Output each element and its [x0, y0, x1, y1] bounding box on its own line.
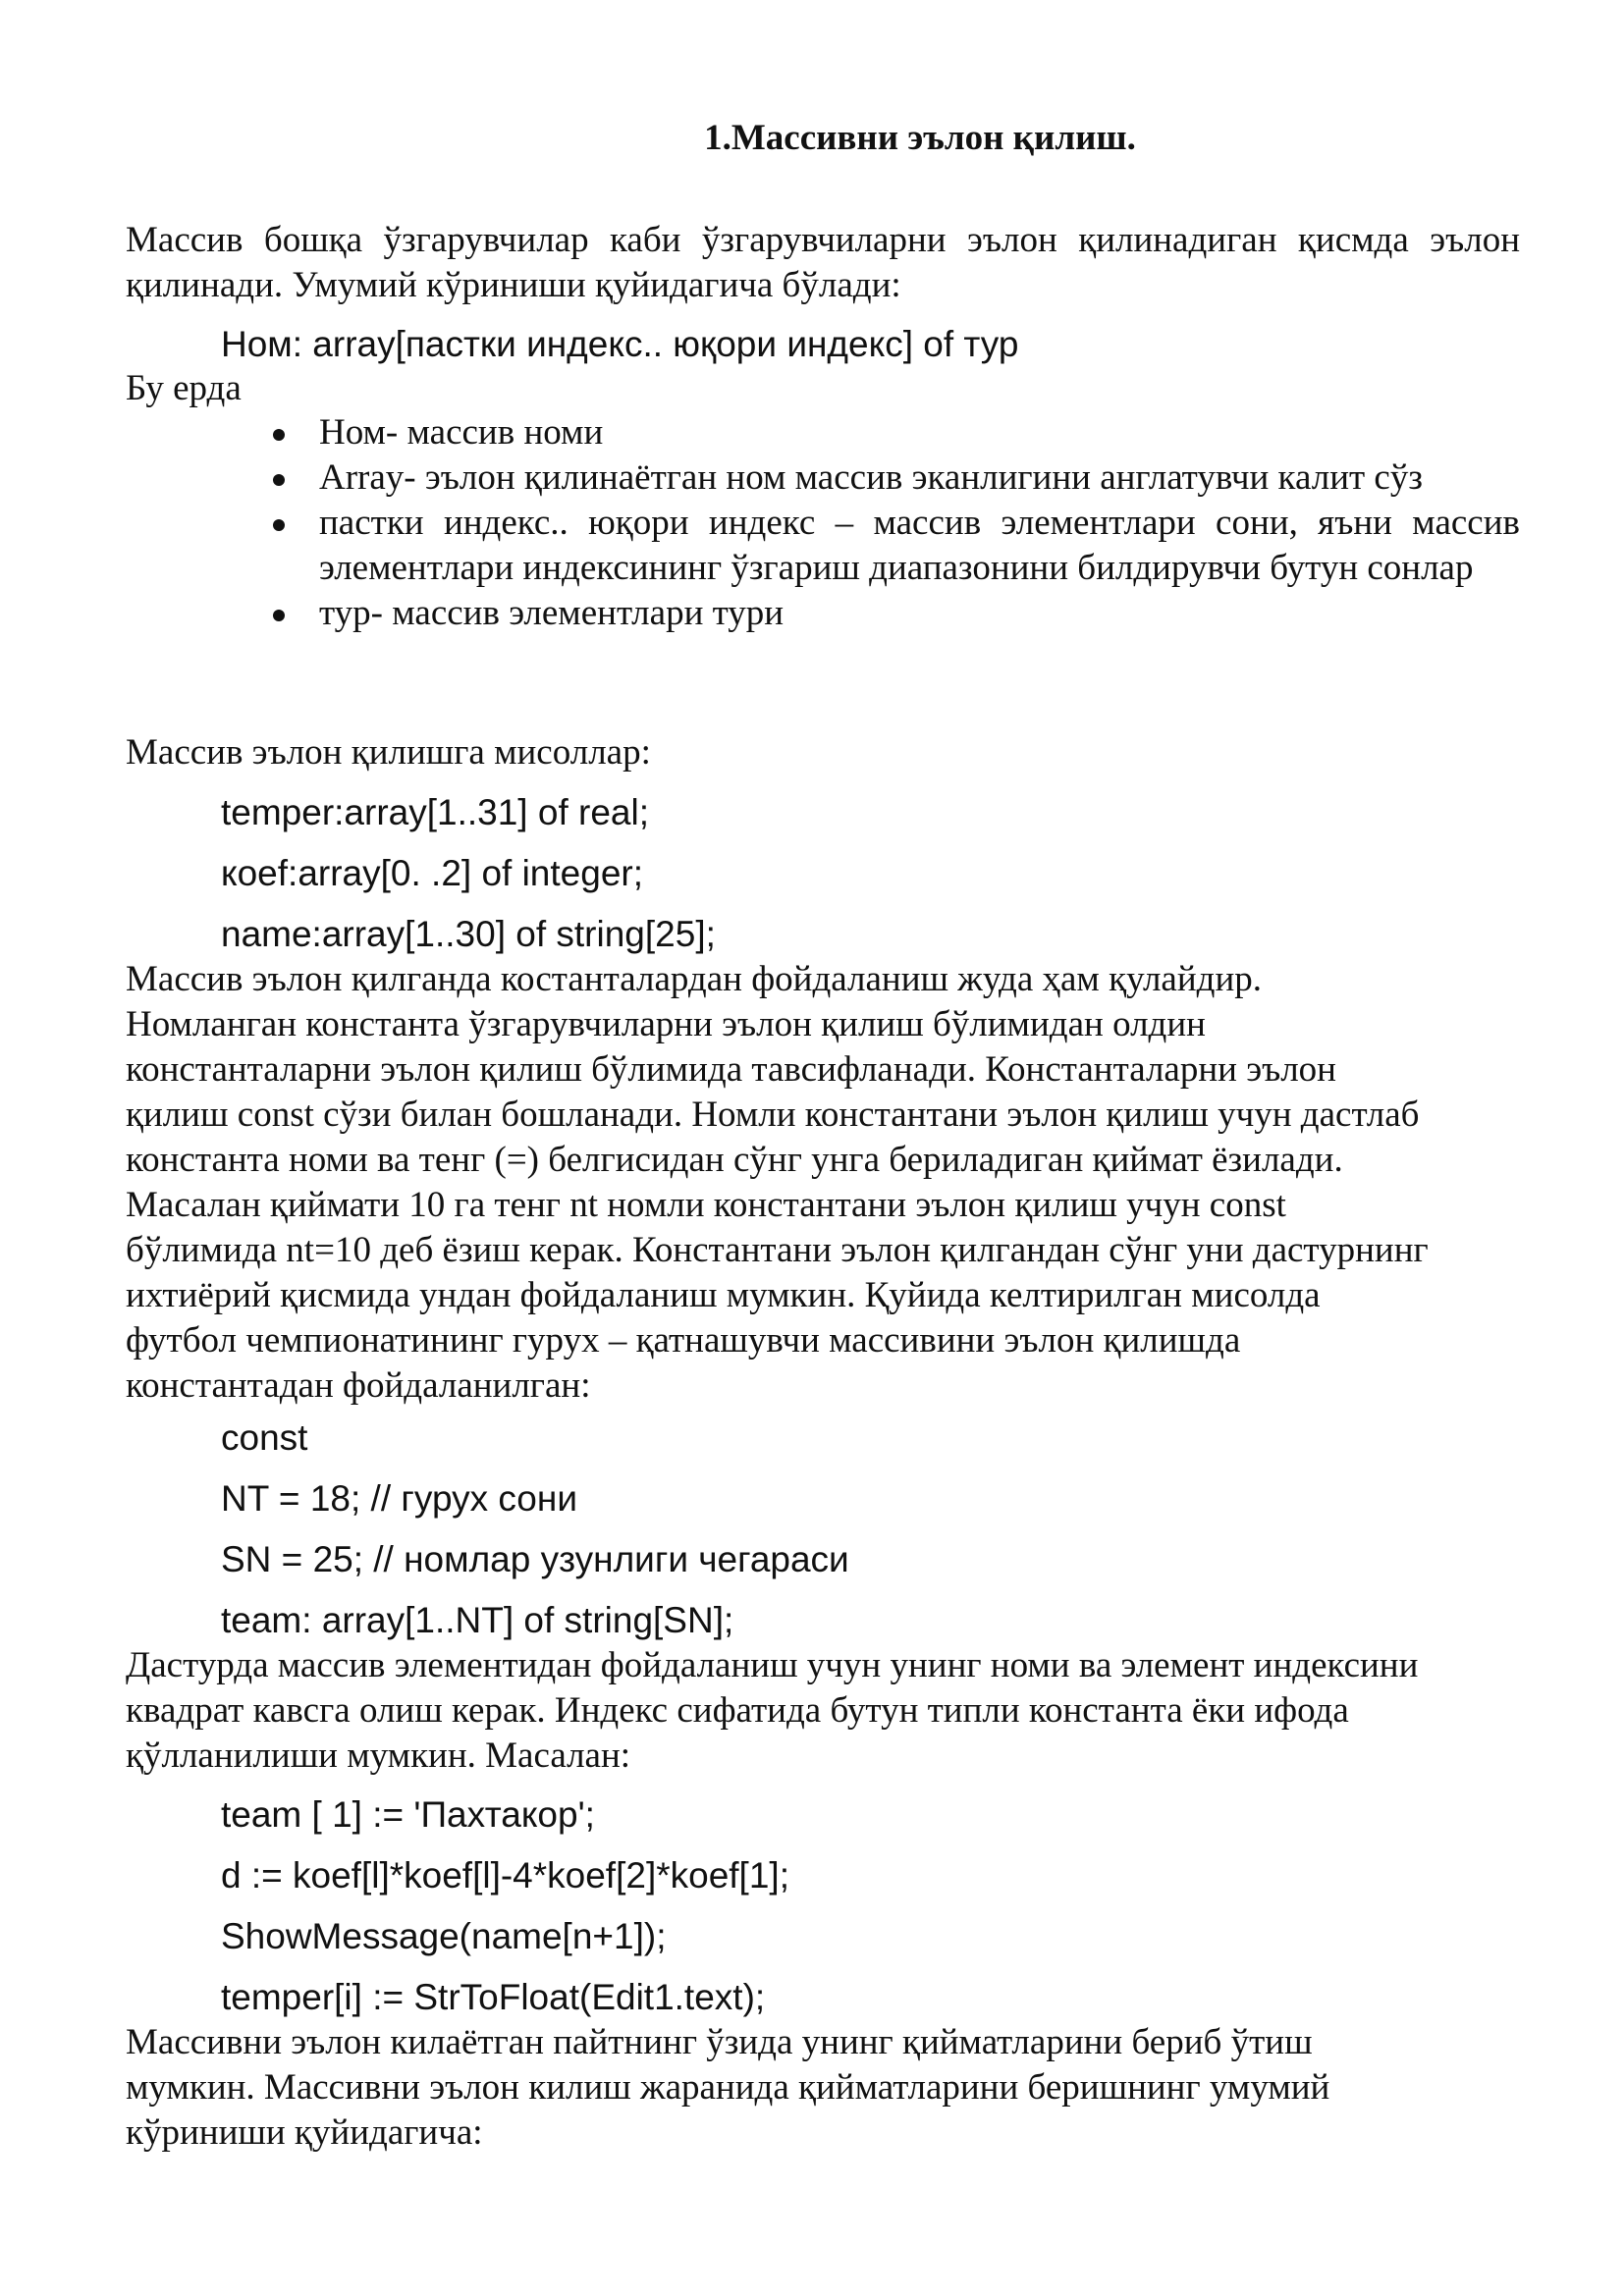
code-line: NT = 18; // гурух сони: [221, 1478, 577, 1519]
paragraph-line: Номланган константа ўзгарувчиларни эълон қилиш бўлимидан олдин: [126, 1004, 1206, 1044]
syntax-line: Ном: array[пастки индекс.. юқори индекс] of тур: [221, 324, 1019, 364]
code-line: const: [221, 1417, 308, 1458]
examples-label: Массив эълон қилишга мисоллар:: [126, 732, 651, 773]
definition-list: [126, 410, 1520, 636]
paragraph-line: Масалан қиймати 10 га тенг nt номли константани эълон қилиш учун const: [126, 1185, 1286, 1225]
here-label: Бу ерда: [126, 368, 242, 408]
code-line: коef:array[0. .2] of integer;: [221, 853, 643, 893]
page-title: 1.Массивни эълон қилиш.: [704, 118, 1136, 158]
code-line: SN = 25; // номлар узунлиги чегараси: [221, 1539, 849, 1579]
bullet-icon: [273, 610, 285, 621]
code-line: name:array[1..30] of string[25];: [221, 914, 716, 954]
paragraph-line: константа номи ва тенг (=) белгисидан сўнг унга бериладиган қиймат ёзилади.: [126, 1140, 1343, 1180]
code-line: team: array[1..NT] of string[SN];: [221, 1600, 734, 1640]
paragraph-line: қилиш const сўзи билан бошланади. Номли константани эълон қилиш учун дастлаб: [126, 1095, 1420, 1135]
code-line: temper[i] := StrToFloat(Edit1.text);: [221, 1977, 766, 2017]
list-item: [126, 501, 1520, 591]
final-paragraph: [126, 2020, 1520, 2156]
paragraph-line: Дастурда массив элементидан фойдаланиш учун унинг номи ва элемент индексини: [126, 1645, 1419, 1685]
code-line: ShowMessage(name[n+1]);: [221, 1916, 667, 1956]
paragraph-line: мумкин. Массивни эълон килиш жаранида қийматларини беришнинг умумий: [126, 2067, 1330, 2108]
list-item-text: пастки индекс.. юқори индекс – массив элементлари сони, яъни массив элементлари индексининг ўзгариш диапазонини билдирувчи бутун сонлар: [319, 503, 1520, 588]
list-item-text: Array- эълон қилинаётган ном массив эканлигини англатувчи калит сўз: [319, 457, 1423, 498]
paragraph-line: квадрат кавсга олиш керак. Индекс сифатида бутун типли константа ёки ифода: [126, 1690, 1349, 1731]
paragraph-line: Массивни эълон килаётган пайтнинг ўзида унинг қийматларини бериб ўтиш: [126, 2022, 1313, 2062]
code-line: team [ 1] := 'Пахтакор';: [221, 1794, 595, 1835]
paragraph-line: қўлланилиши мумкин. Масалан:: [126, 1735, 631, 1776]
constants-paragraph: [126, 957, 1520, 1409]
index-paragraph: [126, 1643, 1520, 1779]
list-item: [126, 591, 1520, 636]
intro-paragraph: Массив бошқа ўзгарувчилар каби ўзгарувчиларни эълон қилинадиган қисмда эълон қилинади. Умумий кўриниши қуйидагича бўлади:: [126, 220, 1520, 305]
code-line: d := koef[l]*koef[l]-4*koef[2]*koef[1];: [221, 1855, 789, 1896]
bullet-icon: [273, 429, 285, 441]
list-item-text: тур- массив элементлари тури: [319, 593, 785, 633]
paragraph-line: бўлимида nt=10 деб ёзиш керак. Константани эълон қилгандан сўнг уни дастурнинг: [126, 1230, 1429, 1270]
bullet-icon: [273, 519, 285, 531]
paragraph-line: Массив эълон қилганда костанталардан фойдаланиш жуда ҳам қулайдир.: [126, 959, 1263, 999]
code-line: temper:array[1..31] of real;: [221, 792, 649, 832]
bullet-icon: [273, 474, 285, 486]
paragraph-line: ихтиёрий қисмида ундан фойдаланиш мумкин. Қуйида келтирилган мисолда: [126, 1275, 1321, 1315]
list-item: [126, 455, 1520, 501]
paragraph-line: футбол чемпионатининг гурух – қатнашувчи массивини эълон қилишда: [126, 1320, 1241, 1361]
paragraph-line: кўриниши қуйидагича:: [126, 2112, 483, 2153]
list-item: [126, 410, 1520, 455]
paragraph-line: константадан фойдаланилган:: [126, 1365, 591, 1406]
paragraph-line: константаларни эълон қилиш бўлимида тавсифланади. Константаларни эълон: [126, 1049, 1336, 1090]
list-item-text: Ном- массив номи: [319, 412, 604, 453]
